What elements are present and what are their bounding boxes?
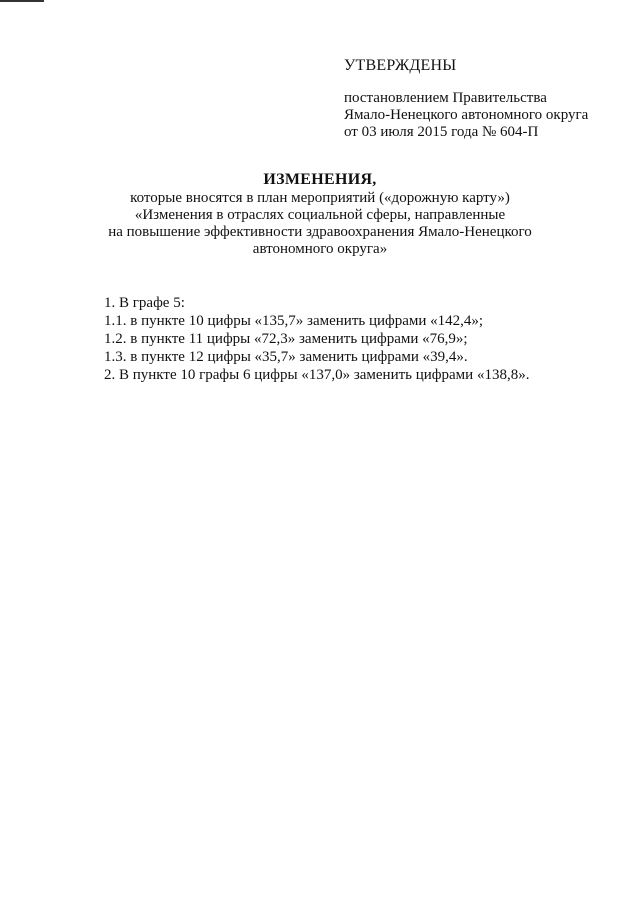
scan-corner-mark [0,0,44,2]
amendment-item: 1.2. в пункте 11 цифры «72,3» заменить цифрами «76,9»; [104,331,468,347]
amendment-item: 1.3. в пункте 12 цифры «35,7» заменить цифрами «39,4». [104,349,468,365]
amendment-item: 1.1. в пункте 10 цифры «135,7» заменить цифрами «142,4»; [104,313,484,329]
approval-block [344,56,624,141]
approval-line: от 03 июля 2015 года № 604-П [344,124,539,140]
document-title-block [0,170,640,258]
amendments-list [104,294,614,384]
document-subtitle-line: «Изменения в отраслях социальной сферы, направленные [134,207,506,223]
document-subtitle-line: на повышение эффективности здравоохранения Ямало-Ненецкого [108,224,532,240]
amendment-item: 1. В графе 5: [104,295,185,311]
amendment-item: 2. В пункте 10 графы 6 цифры «137,0» заменить цифрами «138,8». [104,367,530,383]
approval-heading: УТВЕРЖДЕНЫ [344,57,457,74]
approval-line: постановлением Правительства [344,90,547,106]
approval-line: Ямало-Ненецкого автономного округа [344,107,589,123]
document-subtitle-line: которые вносятся в план мероприятий («дорожную карту») [130,190,510,206]
document-subtitle-line: автономного округа» [252,241,388,257]
document-title: ИЗМЕНЕНИЯ, [263,171,377,188]
